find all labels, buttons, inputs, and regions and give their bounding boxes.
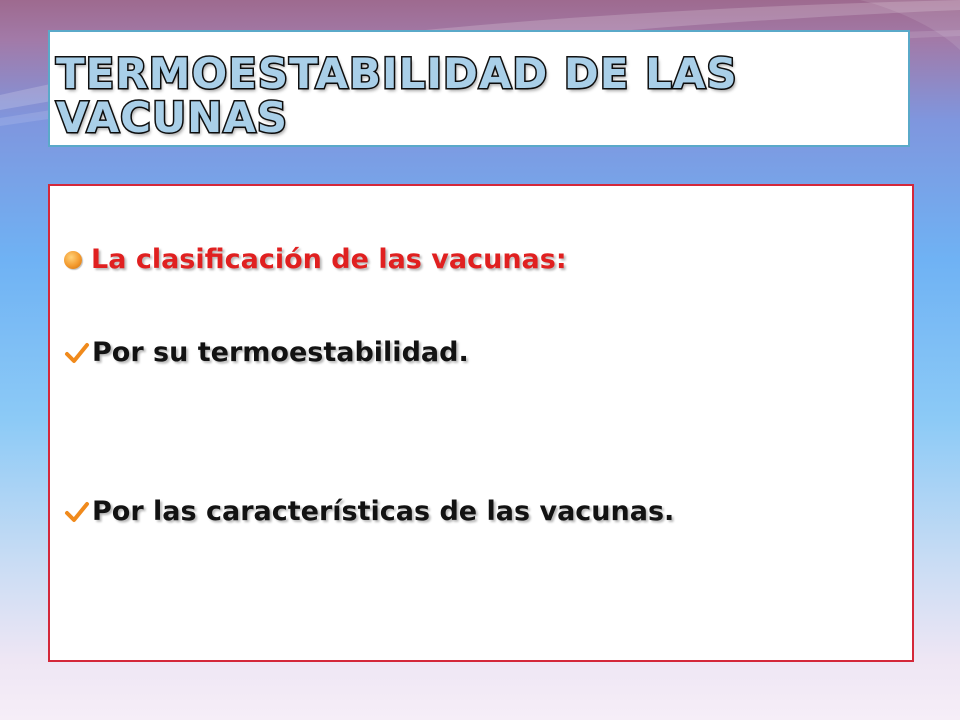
checklist-text: Por su termoestabilidad. — [92, 337, 469, 368]
slide-title-line-1: TERMOESTABILIDAD DE LAS — [56, 49, 738, 98]
bullet-item-clasificacion — [64, 244, 567, 275]
title-box — [48, 30, 910, 147]
checklist-item-termoestabilidad — [64, 337, 469, 368]
checklist-item-caracteristicas — [64, 496, 674, 527]
checklist-text: Por las características de las vacunas. — [92, 496, 675, 527]
content-box — [48, 184, 914, 662]
orange-bullet-dot-icon — [64, 251, 82, 269]
checkmark-icon — [64, 341, 90, 365]
checkmark-icon — [64, 500, 90, 524]
bullet-text: La clasificación de las vacunas: — [91, 244, 567, 275]
slide-title-line-2: VACUNAS — [56, 93, 288, 142]
